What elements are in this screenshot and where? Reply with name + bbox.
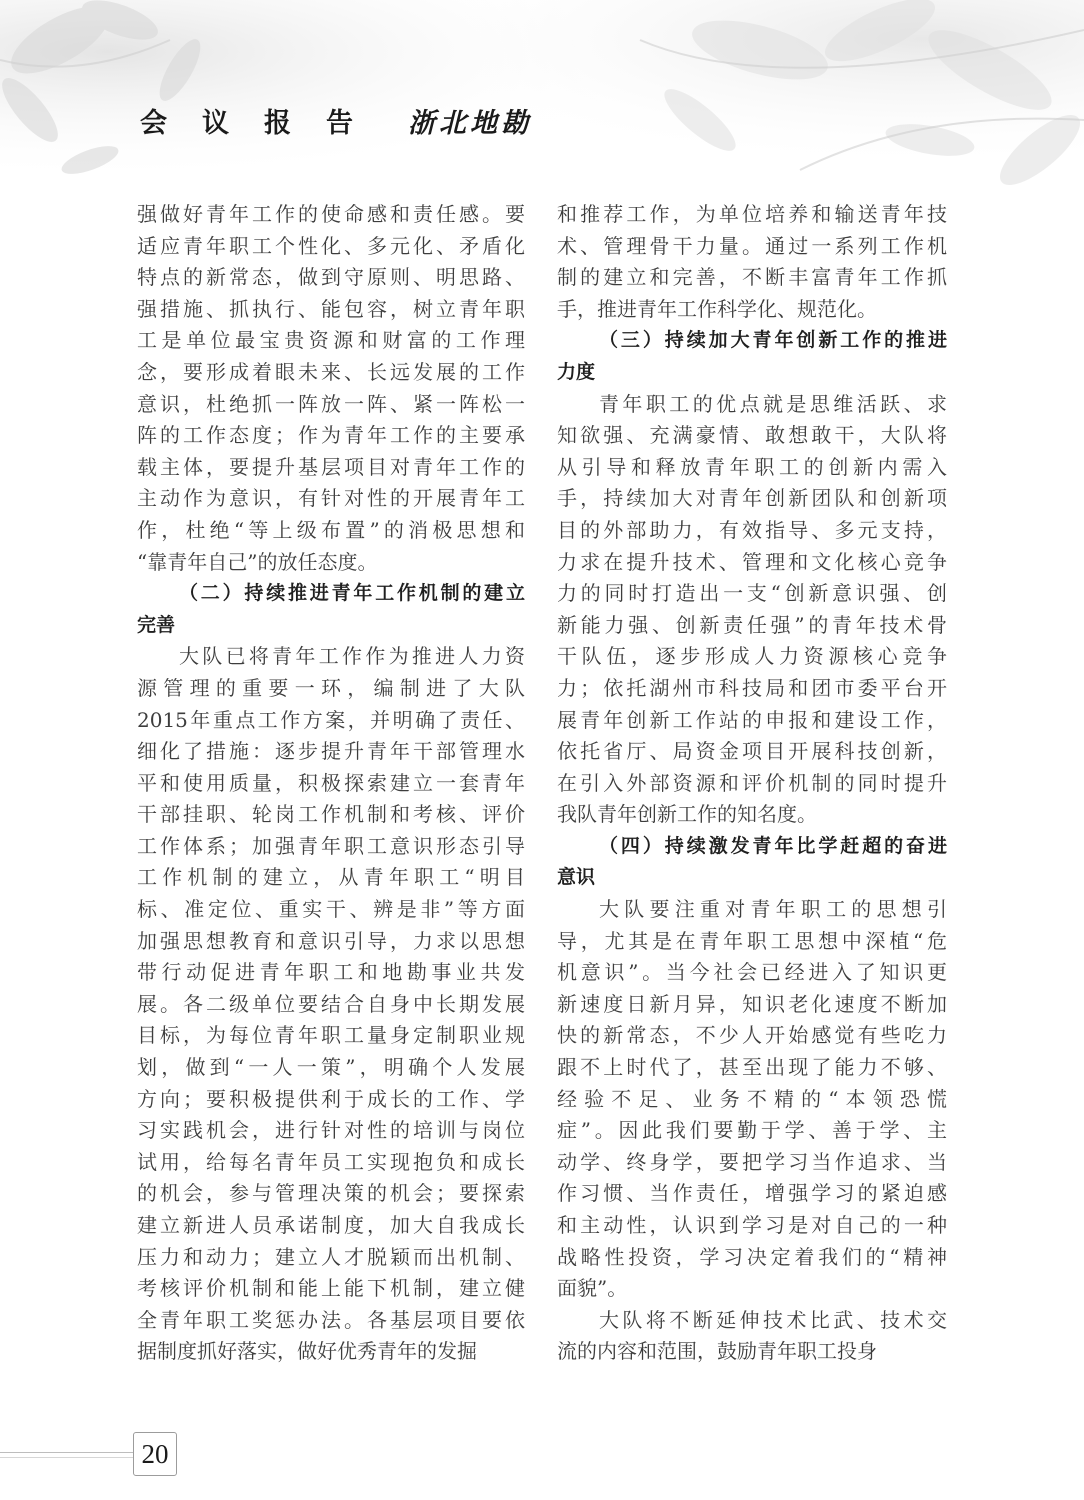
body-text-line: 念，要形成着眼未来、长远发展的工作 [137,359,525,384]
body-text-line: 作，杜绝“等上级布置”的消极思想和 [137,517,525,542]
body-text-line: 依托省厅、局资金项目开展科技创新， [557,739,947,764]
body-text-line: 和推荐工作，为单位培养和输送青年技 [557,202,947,226]
body-text-line: 带行动促进青年职工和地勘事业共发 [137,960,525,985]
body-text-line: 强措施、抓执行、能包容，树立青年职 [137,296,525,321]
body-text-line: 动学、终身学，要把学习当作追求、当 [557,1149,947,1174]
body-text-line: 标、准定位、重实干、辨是非”等方面 [137,897,525,922]
body-text-line: 阵的工作态度；作为青年工作的主要承 [137,423,525,448]
body-text-line: 试用，给每名青年员工实现抱负和成长 [137,1149,525,1174]
body-text-line: 特点的新常态，做到守原则、明思路、 [137,265,525,290]
body-text-line: 目的外部助力，有效指导、多元支持， [557,517,947,542]
body-text-line: 干队伍，逐步形成人力资源核心竞争 [557,644,947,669]
body-text-line: 流的内容和范围，鼓励青年职工投身 [557,1339,877,1364]
body-text-line: 2015年重点工作方案，并明确了责任、 [137,707,525,732]
body-text-line: 划，做到“一人一策”，明确个人发展 [137,1055,525,1080]
body-text-line: 跟不上时代了，甚至出现了能力不够、 [557,1055,947,1080]
body-text-line: 力的同时打造出一支“创新意识强、创 [557,581,947,606]
body-text-line: 工是单位最宝贵资源和财富的工作理 [137,328,525,353]
header-char: 议 [202,107,229,139]
body-text-line: 手，持续加大对青年创新团队和创新项 [557,486,947,511]
body-text-line: 青年职工的优点就是思维活跃、求 [599,391,947,416]
body-text-line: 全青年职工奖惩办法。各基层项目要依 [137,1307,525,1332]
body-text-line: 从引导和释放青年职工的创新内需入 [557,454,947,479]
body-text-line: 习实践机会，进行针对性的培训与岗位 [137,1118,525,1143]
section-heading-line: （四）持续激发青年比学赶超的奋进 [599,834,947,857]
body-text-line: 我队青年创新工作的知名度。 [557,802,817,827]
body-text-line: 考核评价机制和能上能下机制，建立健 [137,1276,525,1301]
body-text-line: 大队将不断延伸技术比武、技术交 [599,1307,947,1332]
body-text-line: 制的建立和完善，不断丰富青年工作抓 [557,265,947,290]
body-text-line: 工作机制的建立，从青年职工“明目 [137,865,525,890]
section-header [140,98,532,142]
header-char: 告 [326,107,353,139]
section-heading-line: 完善 [137,613,176,636]
body-text-line: 据制度抓好落实，做好优秀青年的发掘 [137,1339,477,1364]
right-text-column [557,199,947,1368]
body-text-line: 新速度日新月异，知识老化速度不断加 [557,991,947,1016]
footer-rule [0,1452,135,1453]
body-text-line: 展青年创新工作站的申报和建设工作， [557,707,947,732]
body-text-line: 机意识”。当今社会已经进入了知识更 [557,960,947,985]
body-text-line: 力求在提升技术、管理和文化核心竞争 [557,549,947,574]
body-text-line: 知欲强、充满豪情、敢想敢干，大队将 [557,423,947,448]
body-text-line: 力；依托湖州市科技局和团市委平台开 [557,675,947,700]
body-text-line: 和主动性，认识到学习是对自己的一种 [557,1213,947,1237]
body-text-line: 症”。因此我们要勤于学、善于学、主 [557,1118,947,1143]
body-text-line: 手，推进青年工作科学化、规范化。 [557,296,877,321]
body-text-line: 导，尤其是在青年职工思想中深植“危 [557,928,947,953]
left-text-column [137,199,525,1368]
body-text-line: 工作体系；加强青年职工意识形态引导 [137,833,525,858]
body-text-line: 快的新常态，不少人开始感觉有些吃力 [557,1023,947,1048]
body-text-line: 干部挂职、轮岗工作机制和考核、评价 [137,802,525,827]
body-text-line: 大队已将青年工作作为推进人力资 [179,644,525,669]
body-text-line: 强做好青年工作的使命感和责任感。要 [137,202,525,226]
body-text-line: 平和使用质量，积极探索建立一套青年 [137,770,525,795]
body-text-line: 目标，为每位青年职工量身定制职业规 [137,1023,525,1048]
body-text-line: 载主体，要提升基层项目对青年工作的 [137,454,525,479]
body-text-line: 在引入外部资源和评价机制的同时提升 [557,770,947,795]
footer-rule [0,1457,135,1458]
body-text-line: 压力和动力；建立人才脱颖而出机制、 [137,1244,525,1269]
body-text-line: 新能力强、创新责任强”的青年技术骨 [557,612,947,637]
body-text-line: 方向；要积极提供利于成长的工作、学 [137,1086,525,1111]
body-text-line: 大队要注重对青年职工的思想引 [599,897,947,922]
body-text-line: “靠青年自己”的放任态度。 [137,549,378,574]
body-text-line: 展。各二级单位要结合自身中长期发展 [137,991,525,1016]
header-char: 报 [264,107,291,139]
section-heading-line: （三）持续加大青年创新工作的推进 [599,329,947,352]
body-text-line: 源管理的重要一环，编制进了大队 [137,675,525,700]
section-heading-line: 力度 [557,360,596,383]
header-char: 会 [140,107,167,139]
body-text-line: 意识，杜绝抓一阵放一阵、紧一阵松一 [137,391,525,416]
body-text-line: 术、管理骨干力量。通过一系列工作机 [557,233,947,258]
page-number-box [133,1432,177,1476]
body-text-line: 面貌”。 [557,1276,628,1301]
body-text-line: 作习惯、当作责任，增强学习的紧迫感 [557,1181,947,1206]
section-heading-line: 意识 [557,866,596,889]
body-text-line: 适应青年职工个性化、多元化、矛盾化 [137,233,525,258]
section-heading-line: （二）持续推进青年工作机制的建立 [179,582,525,605]
body-text-line: 战略性投资，学习决定着我们的“精神 [557,1244,947,1269]
body-text-line: 经验不足、业务不精的“本领恐慌 [557,1086,947,1111]
body-text-line: 加强思想教育和意识引导，力求以思想 [137,928,525,953]
magazine-brand: 浙北地勘 [408,107,532,139]
body-text-line: 建立新进人员承诺制度，加大自我成长 [137,1213,525,1237]
body-text-line: 的机会，参与管理决策的机会；要探索 [137,1181,525,1206]
page-number: 20 [141,1438,169,1469]
body-text-line: 细化了措施：逐步提升青年干部管理水 [137,739,525,764]
body-text-line: 主动作为意识，有针对性的开展青年工 [137,486,525,511]
